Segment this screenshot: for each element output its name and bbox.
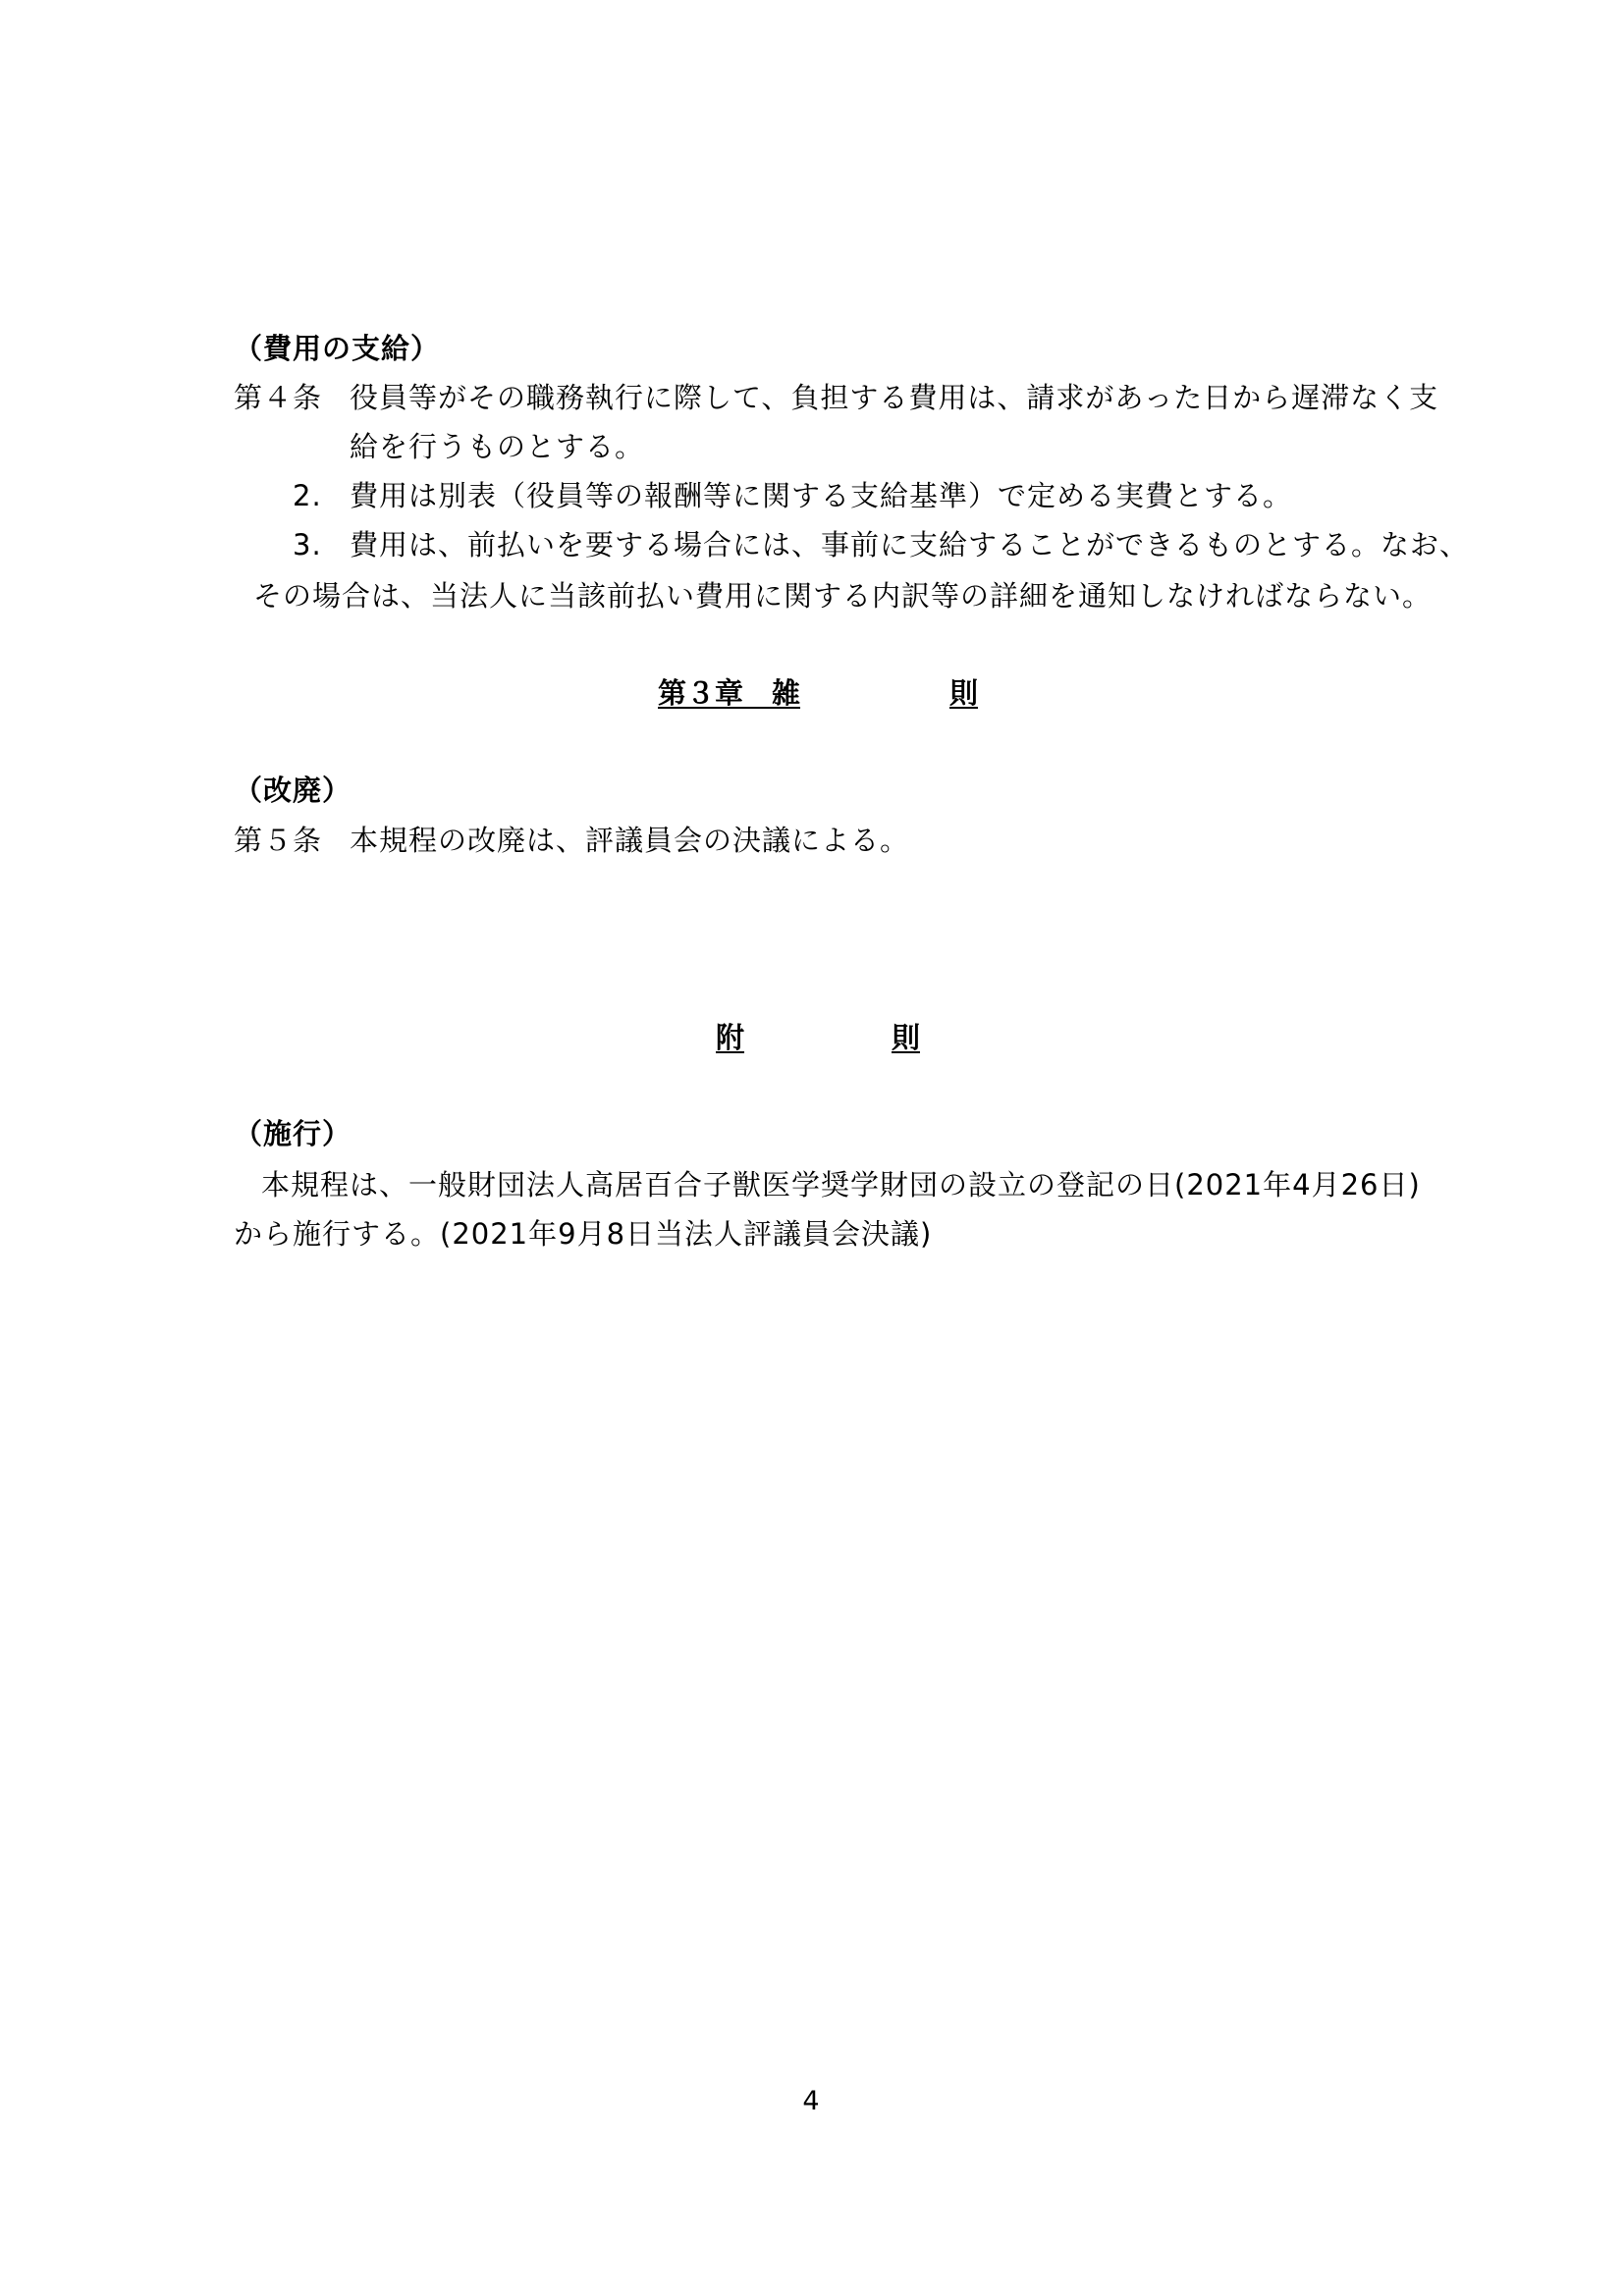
article-4-item2-number: 2. [293,479,322,512]
article-4-item3-line2: その場合は、当法人に当該前払い費用に関する内訳等の詳細を通知しなければならない。 [253,579,1433,613]
enforce-line1: 本規程は、一般財団法人高居百合子獣医学奨学財団の設立の登記の日(2021年4月26日) [261,1168,1421,1201]
article-4-item3-number: 3. [293,528,322,561]
chapter-3-heading-left: 第３章 雑 [658,676,801,710]
article-4-number: 第４条 [234,381,323,414]
article-4-line2: 給を行うものとする。 [350,430,645,463]
enforce-line2: から施行する。(2021年9月8日当法人評議員会決議) [234,1217,933,1251]
article-5-number: 第５条 [234,824,323,857]
enforce-heading: （施行） [234,1117,352,1150]
article-5-text: 本規程の改廃は、評議員会の決議による。 [350,824,910,857]
article-4-item2-text: 費用は別表（役員等の報酬等に関する支給基準）で定める実費とする。 [350,479,1293,512]
supplementary-heading-right: 則 [891,1021,920,1054]
page-number: 4 [802,2086,820,2116]
supplementary-heading-left: 附 [716,1021,745,1054]
chapter-3-heading [658,675,978,711]
article-4-line1: 役員等がその職務執行に際して、負担する費用は、請求があった日から遅滞なく支 [350,381,1439,414]
supplementary-heading [716,1020,920,1055]
chapter-3-heading-right: 則 [948,676,978,710]
article-4-item3-text: 費用は、前払いを要する場合には、事前に支給することができるものとする。なお、 [350,528,1470,561]
expenses-heading: （費用の支給） [234,332,441,365]
amend-heading: （改廃） [234,774,352,807]
